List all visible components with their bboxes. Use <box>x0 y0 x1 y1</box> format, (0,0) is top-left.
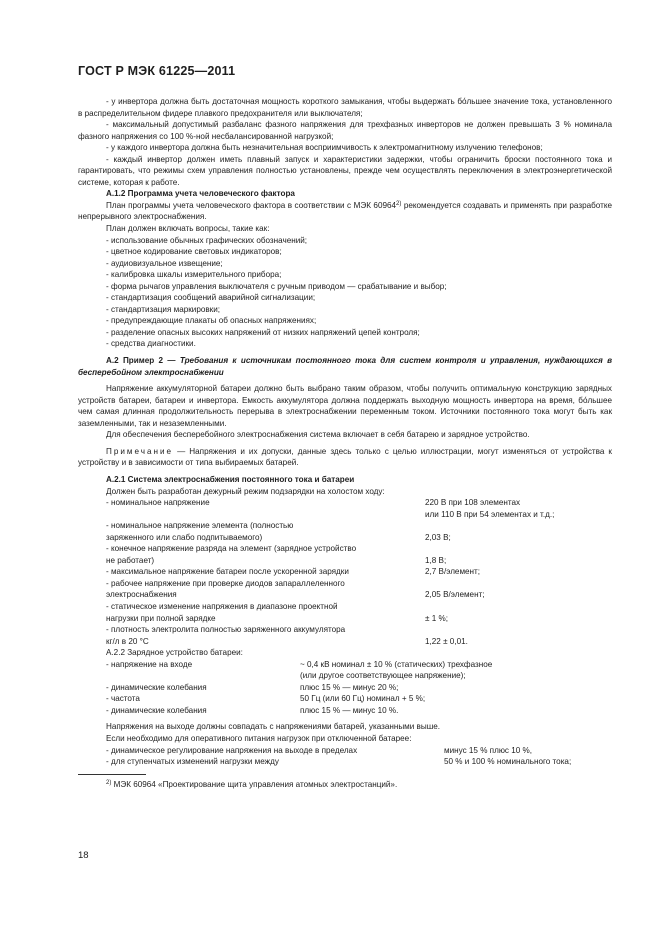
a12-list-intro: План должен включать вопросы, такие как: <box>106 224 270 234</box>
parameter-value: ± 1 %; <box>425 613 448 623</box>
parameter-value: плюс 15 % — минус 20 %; <box>300 682 399 692</box>
table-row <box>78 613 612 625</box>
parameter-label: - частота <box>106 694 140 704</box>
parameter-label: - рабочее напряжение при проверке диодов запараллеленного <box>106 578 345 588</box>
table-row <box>78 509 612 521</box>
document-header: ГОСТ Р МЭК 61225—2011 <box>78 64 236 78</box>
a12-list <box>78 235 612 350</box>
parameter-label: - максимальное напряжение батареи после ускоренной зарядки <box>106 567 349 577</box>
list-item: - средства диагностики. <box>106 339 196 349</box>
parameter-value: 220 В при 108 элементах <box>425 498 521 508</box>
a2-note <box>78 446 612 469</box>
parameter-value: или 110 В при 54 элементах и т.д.; <box>425 509 555 519</box>
bullet-soft-start: - каждый инвертор должен иметь плавный запуск и характеристики задержки, чтобы ограничить броски постоянного тока и гарантировать, что режимы схем управления полностью установлены, прежде чем осуществлять переключения в электроэнергетической системе, которая к работе. <box>78 154 612 187</box>
table-row <box>78 520 612 532</box>
parameter-label: - статическое изменение напряжения в диапазоне проектной <box>106 601 338 611</box>
parameter-label: - динамические колебания <box>106 705 207 715</box>
section-heading-a21: А.2.1 Система электроснабжения постоянного тока и батареи <box>106 474 355 484</box>
section-heading-a2 <box>78 355 612 378</box>
table-row <box>78 532 612 544</box>
parameter-label: - напряжение на входе <box>106 659 193 669</box>
parameter-label: заряженного или слабо подпитываемого) <box>106 532 263 542</box>
a22-output-table <box>78 745 612 768</box>
parameter-label: электроснабжения <box>106 590 177 600</box>
table-row <box>78 682 612 694</box>
parameter-value: 50 Гц (или 60 Гц) номинал + 5 %; <box>300 694 426 704</box>
a12-intro <box>78 200 612 223</box>
a22-parameter-table <box>78 659 612 717</box>
footnote-marker: 2) <box>106 779 112 786</box>
note-label: Примечание <box>106 446 174 456</box>
table-row <box>78 566 612 578</box>
table-row <box>78 589 612 601</box>
parameter-label: - номинальное напряжение элемента (полностью <box>106 521 294 531</box>
document-body <box>78 96 612 790</box>
parameter-value: минус 15 % плюс 10 %, <box>444 745 533 755</box>
table-row <box>78 497 612 509</box>
bullet-short-circuit: - у инвертора должна быть достаточная мощность короткого замыкания, чтобы выдержать бо́льшее значение тока, установленного в распределительном фидере плавкого предохранителя или выключателя; <box>78 97 612 118</box>
footnote-divider <box>78 774 146 775</box>
list-item: - форма рычагов управления выключателя с ручным приводом — срабатывание и выбор; <box>106 281 447 291</box>
parameter-value: 2,7 В/элемент; <box>425 567 481 577</box>
a12-intro-text: План программы учета человеческого фактора в соответствии с МЭК 60964 <box>106 200 397 210</box>
a21-intro: Должен быть разработан дежурный режим подзарядки на холостом ходу: <box>106 486 385 496</box>
list-item: - аудиовизуальное извещение; <box>106 258 223 268</box>
table-row <box>78 659 612 671</box>
table-row <box>78 578 612 590</box>
parameter-label: кг/л в 20 °C <box>106 636 149 646</box>
bullet-phase-imbalance: - максимальный допустимый разбаланс фазного напряжения для трехфазных инверторов не должен превышать 3 % номинала фазного напряжения со 100 %-ной несбалансированной нагрузкой; <box>78 120 612 141</box>
footnote-text: МЭК 60964 «Проектирование щита управления атомных электростанций». <box>111 779 398 789</box>
parameter-label: - динамическое регулирование напряжения на выходе в пределах <box>106 745 358 755</box>
section-heading-a12: А.1.2 Программа учета человеческого фактора <box>106 189 295 199</box>
a2-paragraph-1: Напряжение аккумуляторной батареи должно быть выбрано таким образом, чтобы получить оптимальную конструкцию зарядных устройств батареи, батареи и инвертора. Емкость аккумулятора должна поддержать выходную мощность инвертора на время, бо́льшее чем самая длинная продолжительность перерыва в электроснабжении переменным током. Источники постоянного тока могут быть как заземленными, так и незаземленными. <box>78 384 612 428</box>
list-item: - цветное кодирование световых индикаторов; <box>106 247 282 257</box>
list-item: - стандартизация сообщений аварийной сигнализации; <box>106 293 316 303</box>
table-row <box>78 670 612 682</box>
section-heading-a22: А.2.2 Зарядное устройство батареи: <box>106 648 243 658</box>
list-item: - предупреждающие плакаты об опасных напряжениях; <box>106 316 317 326</box>
parameter-label: - для ступенчатых изменений нагрузки между <box>106 757 279 767</box>
parameter-label: - конечное напряжение разряда на элемент (зарядное устройство <box>106 544 357 554</box>
parameter-value: (или другое соответствующее напряжение); <box>300 671 466 681</box>
table-row <box>78 555 612 567</box>
parameter-value: 1,22 ± 0,01. <box>425 636 468 646</box>
footnote <box>78 779 612 791</box>
parameter-label: - плотность электролита полностью заряженного аккумулятора <box>106 625 346 635</box>
parameter-value: плюс 15 % — минус 10 %. <box>300 705 399 715</box>
list-item: - использование обычных графических обозначений; <box>106 235 308 245</box>
list-item: - стандартизация маркировки; <box>106 304 221 314</box>
parameter-value: 1,8 В; <box>425 555 447 565</box>
note-text: — Напряжения и их допуски, данные здесь только с целью иллюстрации, могут изменяться от устройства к устройству и в зависимости от типа выбираемых батарей. <box>78 446 612 468</box>
parameter-label: нагрузки при полной зарядке <box>106 613 216 623</box>
a2-heading-lead: А.2 Пример 2 — <box>106 356 180 366</box>
page-number: 18 <box>78 850 89 861</box>
table-row <box>78 745 612 757</box>
a21-parameter-table <box>78 497 612 647</box>
table-row <box>78 756 612 768</box>
table-row <box>78 636 612 648</box>
table-row <box>78 693 612 705</box>
a22-paragraph-2: Если необходимо для оперативного питания нагрузок при отключенной батарее: <box>106 733 412 743</box>
list-item: - разделение опасных высоких напряжений от низких напряжений цепей контроля; <box>106 327 420 337</box>
a22-paragraph-1: Напряжения на выходе должны совпадать с напряжениями батарей, указанными выше. <box>106 722 441 732</box>
parameter-label: - динамические колебания <box>106 682 207 692</box>
table-row <box>78 705 612 717</box>
a2-heading-title: Требования к источникам постоянного тока для систем контроля и управления, нуждающихся в бесперебойном электроснабжении <box>78 356 612 377</box>
table-row <box>78 601 612 613</box>
parameter-label: не работает) <box>106 555 155 565</box>
footnote-ref: 2) <box>396 200 402 207</box>
parameter-value: ~ 0,4 кВ номинал ± 10 % (статических) трехфазное <box>300 659 493 669</box>
a12-intro-text-rest: рекомендуется создавать и применять при разработке непрерывного электроснабжения. <box>78 200 612 222</box>
parameter-value: 50 % и 100 % номинального тока; <box>444 757 572 767</box>
table-row <box>78 624 612 636</box>
table-row <box>78 543 612 555</box>
list-item: - калибровка шкалы измерительного прибора; <box>106 270 282 280</box>
parameter-value: 2,05 В/элемент; <box>425 590 485 600</box>
a2-paragraph-2: Для обеспечения бесперебойного электроснабжения система включает в себя батарею и зарядное устройство. <box>106 430 530 440</box>
parameter-label: - номинальное напряжение <box>106 498 210 508</box>
parameter-value: 2,03 В; <box>425 532 451 542</box>
bullet-emi: - у каждого инвертора должна быть незначительная восприимчивость к электромагнитному излучению телефонов; <box>106 143 543 153</box>
